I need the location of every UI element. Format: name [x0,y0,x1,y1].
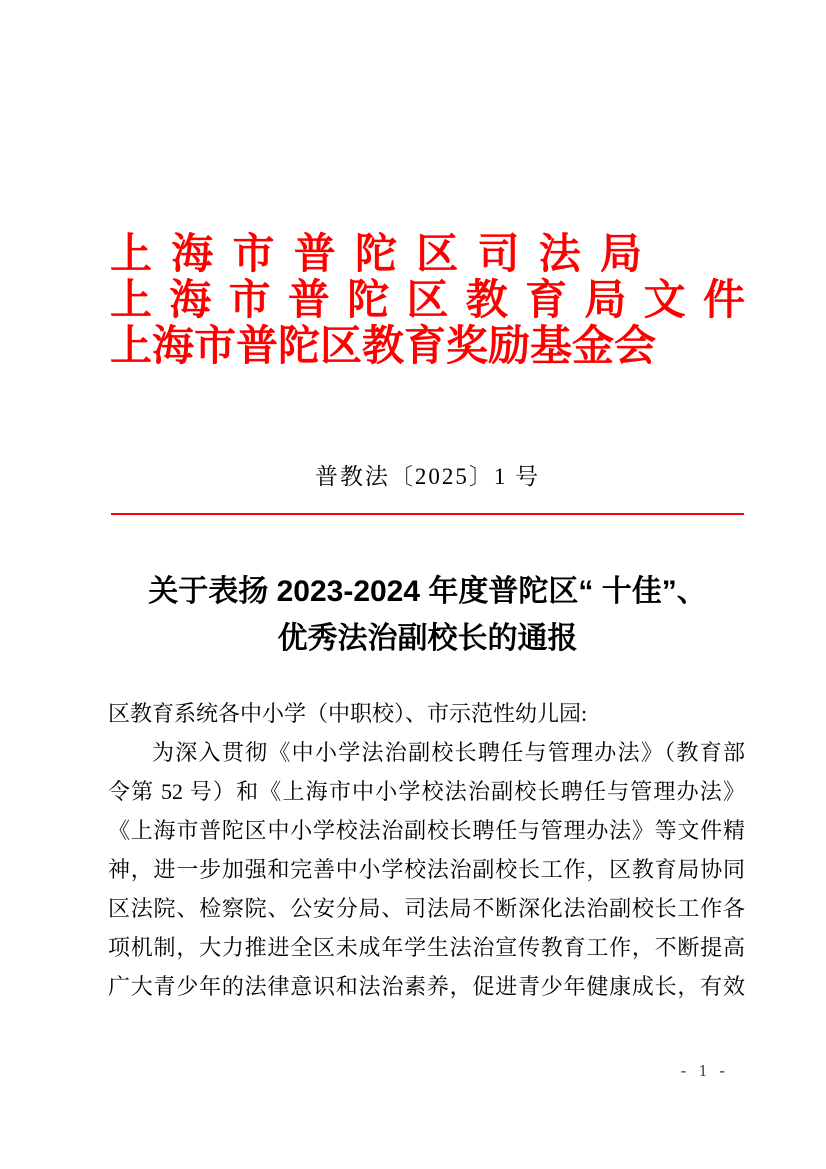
document-body [108,694,745,1006]
body-line: 令第 52 号）和《上海市中小学校法治副校长聘任与管理办法》 [108,779,745,804]
document-number: 普教法〔2025〕1 号 [314,464,541,489]
document-title [110,568,745,662]
body-line: 项机制，大力推进全区未成年学生法治宣传教育工作，不断提高 [108,935,745,960]
letterhead-line-justice-bureau: 上海市普陀区司法局 [110,232,642,278]
letterhead-line-education-bureau: 上海市普陀区教育局文件 [110,278,745,324]
body-line: 广大青少年的法律意识和法治素养，促进青少年健康成长，有效 [108,974,745,999]
title-line-1: 关于表扬 2023-2024 年度普陀区“ 十佳”、 [148,575,707,608]
red-divider-line [111,513,744,515]
body-line: 区法院、检察院、公安分局、司法局不断深化法治副校长工作各 [108,896,745,921]
letterhead [110,232,745,370]
body-line: 为深入贯彻《中小学法治副校长聘任与管理办法》（教育部 [152,740,745,765]
body-line: 《上海市普陀区中小学校法治副校长聘任与管理办法》等文件精 [108,818,745,843]
body-salutation: 区教育系统各中小学（中职校）、市示范性幼儿园: [108,701,588,726]
body-line: 神，进一步加强和完善中小学校法治副校长工作，区教育局协同 [108,857,745,882]
letterhead-line-education-foundation: 上海市普陀区教育奖励基金会 [110,324,657,370]
title-line-2: 优秀法治副校长的通报 [277,622,578,655]
page-number: - 1 - [680,1061,729,1080]
